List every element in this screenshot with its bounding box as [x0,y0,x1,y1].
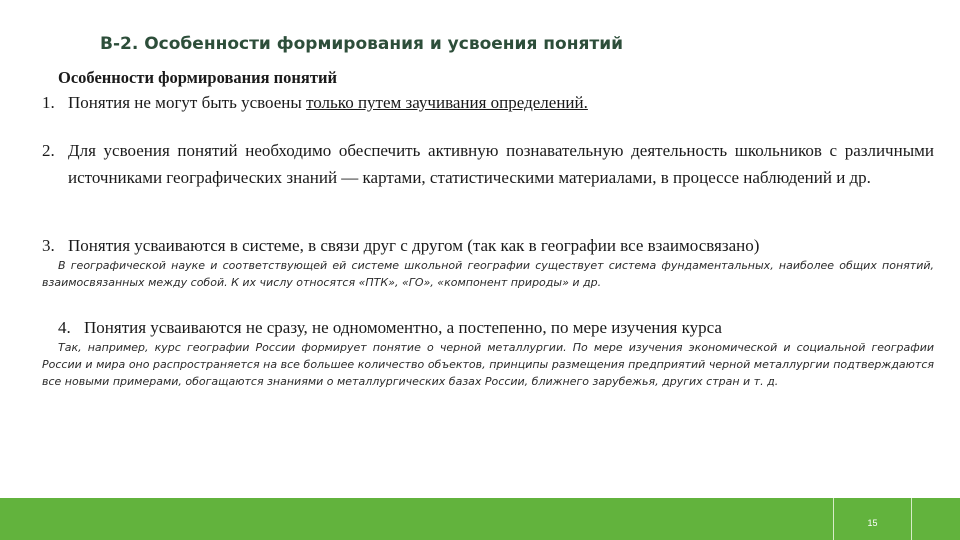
item-number: 4. [58,318,71,337]
subtitle: Особенности формирования понятий [58,68,337,87]
note-text: В географической науке и соответствующей ей системе школьной географии существует система фундаментальных, наиболее общих понятий, взаимосвязанных между собой. К их числу относятся «ПТК», «ГО», «компонент природы» и др. [42,259,934,289]
list-item-1 [42,89,942,116]
item-number: 2. [42,141,55,160]
list-item-4 [58,314,942,341]
note-text: Так, например, курс географии России формирует понятие о черной металлургии. По мере изучения экономической и социальной географии России и мира оно распространяется на все большее количество объектов, принципы размещения предприятий черной металлургии подтверждаются все новыми примерами, обогащаются знаниями о металлургических базах России, ближнего зарубежья, других стран и т. д. [42,341,934,388]
note-2 [42,339,934,390]
item-text-underlined: только путем заучивания определений. [306,93,588,112]
page-number-box [833,498,912,540]
bottom-bar [0,498,960,540]
item-text: Понятия усваиваются не сразу, не одномоментно, а постепенно, по мере изучения курса [84,318,722,337]
slide-title: В-2. Особенности формирования и усвоения понятий [100,34,624,54]
list-item-3 [42,232,942,259]
page-number: 15 [867,518,878,528]
item-number: 3. [42,236,55,255]
list-item-2 [42,137,934,191]
item-text: Понятия усваиваются в системе, в связи друг с другом (так как в географии все взаимосвязано) [68,236,760,255]
note-1 [42,257,934,291]
item-number: 1. [42,93,55,112]
item-text: Для усвоения понятий необходимо обеспечить активную познавательную деятельность школьников с различными источниками географических знаний — картами, статистическими материалами, в процессе наблюдений и др. [68,141,934,187]
item-text: Понятия не могут быть усвоены [68,93,307,112]
